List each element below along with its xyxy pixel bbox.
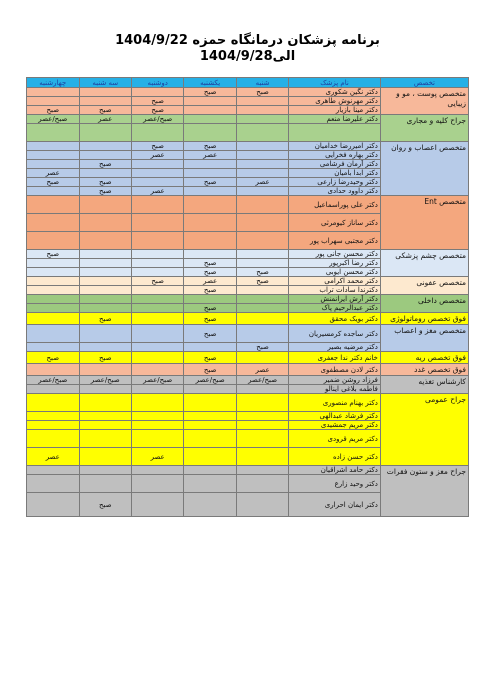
shift-cell-monday: [131, 394, 183, 412]
shift-cell-wednesday: صبح: [27, 178, 80, 187]
shift-cell-sunday: [184, 493, 236, 517]
shift-cell-wednesday: [27, 343, 80, 352]
doctor-name-cell: دکتر مریم قرودی: [289, 430, 381, 448]
shift-cell-monday: [131, 88, 183, 97]
shift-cell-monday: [131, 232, 183, 250]
shift-cell-saturday: [236, 142, 288, 151]
doctor-name-cell: دکتر وحیدرضا زارعی: [289, 178, 381, 187]
shift-cell-saturday: [236, 151, 288, 160]
shift-cell-monday: [131, 466, 183, 475]
shift-cell-monday: [131, 196, 183, 214]
doctor-name-cell: دکتر مینا بازیار: [289, 106, 381, 115]
doctor-name-cell: [289, 124, 381, 142]
doctor-name-cell: دکتر آرمان فرشامی: [289, 160, 381, 169]
shift-cell-monday: [131, 313, 183, 325]
shift-cell-wednesday: عصر: [27, 448, 80, 466]
shift-cell-saturday: [236, 304, 288, 313]
shift-cell-saturday: [236, 430, 288, 448]
shift-cell-tuesday: [79, 343, 131, 352]
page-subtitle: الی1404/9/28: [199, 49, 296, 64]
shift-cell-sunday: [184, 430, 236, 448]
shift-cell-saturday: [236, 214, 288, 232]
shift-cell-wednesday: [27, 466, 80, 475]
shift-cell-saturday: [236, 421, 288, 430]
shift-cell-monday: [131, 364, 183, 376]
shift-cell-wednesday: [27, 313, 80, 325]
shift-cell-monday: [131, 124, 183, 142]
shift-cell-tuesday: [79, 268, 131, 277]
shift-cell-saturday: [236, 325, 288, 343]
shift-cell-wednesday: [27, 493, 80, 517]
shift-cell-wednesday: [27, 364, 80, 376]
shift-cell-sunday: [184, 196, 236, 214]
shift-cell-monday: صبح/عصر: [131, 376, 183, 385]
shift-cell-saturday: صبح: [236, 88, 288, 97]
doctor-name-cell: فاطمه بلاغی اینالو: [289, 385, 381, 394]
shift-cell-wednesday: [27, 124, 80, 142]
doctor-name-cell: دکتر حامد اشراقیان: [289, 466, 381, 475]
shift-cell-monday: [131, 169, 183, 178]
shift-cell-monday: [131, 295, 183, 304]
shift-cell-sunday: [184, 385, 236, 394]
specialty-cell: متخصص عفونی: [380, 277, 468, 295]
doctor-name-cell: دکتر محمد اکرامی: [289, 277, 381, 286]
header-specialty: تخصص: [380, 78, 468, 88]
specialty-cell: جراح مغز و ستون فقرات: [380, 466, 468, 517]
shift-cell-saturday: [236, 466, 288, 475]
shift-cell-tuesday: صبح: [79, 352, 131, 364]
shift-cell-tuesday: [79, 448, 131, 466]
shift-cell-tuesday: [79, 214, 131, 232]
shift-cell-saturday: عصر: [236, 178, 288, 187]
shift-cell-sunday: [184, 343, 236, 352]
doctor-name-cell: خانم دکتر ندا جعفری: [289, 352, 381, 364]
shift-cell-wednesday: [27, 142, 80, 151]
shift-cell-monday: [131, 343, 183, 352]
shift-cell-tuesday: [79, 196, 131, 214]
shift-cell-wednesday: [27, 295, 80, 304]
shift-cell-saturday: [236, 352, 288, 364]
shift-cell-wednesday: [27, 268, 80, 277]
shift-cell-sunday: [184, 97, 236, 106]
shift-cell-monday: صبح: [131, 97, 183, 106]
header-sunday: یکشنبه: [184, 78, 236, 88]
shift-cell-sunday: صبح: [184, 88, 236, 97]
shift-cell-sunday: صبح: [184, 313, 236, 325]
shift-cell-monday: صبح: [131, 106, 183, 115]
shift-cell-wednesday: [27, 88, 80, 97]
shift-cell-wednesday: [27, 259, 80, 268]
table-row: [27, 88, 469, 97]
doctor-name-cell: دکتر ساجده کرمسیریان: [289, 325, 381, 343]
shift-cell-sunday: صبح: [184, 325, 236, 343]
doctor-name-cell: دکتر بهاره فخرایی: [289, 151, 381, 160]
shift-cell-wednesday: صبح: [27, 250, 80, 259]
shift-cell-tuesday: [79, 169, 131, 178]
shift-cell-tuesday: [79, 277, 131, 286]
doctor-name-cell: دکتر بهنام منصوری: [289, 394, 381, 412]
doctor-name-cell: دکترندا سادات تراب: [289, 286, 381, 295]
shift-cell-tuesday: [79, 259, 131, 268]
header-tuesday: سه شنبه: [79, 78, 131, 88]
specialty-cell: متخصص Ent: [380, 196, 468, 250]
doctor-name-cell: دکتر ایمان احراری: [289, 493, 381, 517]
shift-cell-tuesday: [79, 325, 131, 343]
shift-cell-sunday: [184, 295, 236, 304]
shift-cell-saturday: [236, 106, 288, 115]
shift-cell-saturday: [236, 124, 288, 142]
shift-cell-monday: [131, 178, 183, 187]
shift-cell-tuesday: صبح: [79, 178, 131, 187]
doctor-name-cell: دکتر حسن زاده: [289, 448, 381, 466]
shift-cell-wednesday: عصر: [27, 169, 80, 178]
shift-cell-wednesday: [27, 151, 80, 160]
shift-cell-saturday: عصر: [236, 364, 288, 376]
shift-cell-sunday: صبح: [184, 142, 236, 151]
shift-cell-tuesday: [79, 232, 131, 250]
shift-cell-monday: [131, 268, 183, 277]
shift-cell-tuesday: [79, 466, 131, 475]
specialty-cell: فوق تخصص روماتولوژی: [380, 313, 468, 325]
shift-cell-monday: صبح: [131, 142, 183, 151]
shift-cell-saturday: [236, 448, 288, 466]
shift-cell-tuesday: صبح/عصر: [79, 376, 131, 385]
shift-cell-saturday: [236, 115, 288, 124]
table-row: [27, 352, 469, 364]
shift-cell-sunday: [184, 421, 236, 430]
shift-cell-monday: عصر: [131, 187, 183, 196]
shift-cell-wednesday: [27, 160, 80, 169]
shift-cell-saturday: [236, 394, 288, 412]
shift-cell-saturday: [236, 97, 288, 106]
shift-cell-sunday: [184, 394, 236, 412]
shift-cell-sunday: [184, 250, 236, 259]
table-row: [27, 250, 469, 259]
doctor-name-cell: دکتر مجتبی سهراب پور: [289, 232, 381, 250]
table-row: [27, 466, 469, 475]
doctor-name-cell: دکتر مرضیه بصیر: [289, 343, 381, 352]
doctor-name-cell: دکتر وحید زارع: [289, 475, 381, 493]
shift-cell-monday: [131, 475, 183, 493]
table-row: [27, 394, 469, 412]
shift-cell-sunday: صبح: [184, 352, 236, 364]
specialty-cell: متخصص داخلی: [380, 295, 468, 313]
shift-cell-monday: [131, 412, 183, 421]
shift-cell-monday: [131, 430, 183, 448]
table-row: [27, 376, 469, 385]
shift-cell-saturday: [236, 187, 288, 196]
shift-cell-wednesday: [27, 196, 80, 214]
doctor-name-cell: فرزاد روشن ضمیر: [289, 376, 381, 385]
shift-cell-monday: عصر: [131, 151, 183, 160]
specialty-cell: متخصص پوست ، مو و زیبایی: [380, 88, 468, 115]
doctor-name-cell: دکتر آرش ایرانمنش: [289, 295, 381, 304]
shift-cell-sunday: [184, 160, 236, 169]
shift-cell-monday: [131, 214, 183, 232]
shift-cell-tuesday: صبح: [79, 493, 131, 517]
shift-cell-tuesday: [79, 88, 131, 97]
shift-cell-sunday: صبح: [184, 364, 236, 376]
doctor-name-cell: دکتر بویک محقق: [289, 313, 381, 325]
shift-cell-tuesday: صبح: [79, 106, 131, 115]
shift-cell-saturday: صبح: [236, 268, 288, 277]
shift-cell-tuesday: [79, 97, 131, 106]
header-monday: دوشنبه: [131, 78, 183, 88]
table-row: [27, 277, 469, 286]
shift-cell-monday: [131, 493, 183, 517]
doctor-name-cell: دکتر داوود حدادی: [289, 187, 381, 196]
shift-cell-wednesday: [27, 304, 80, 313]
shift-cell-sunday: [184, 448, 236, 466]
shift-cell-sunday: [184, 115, 236, 124]
shift-cell-monday: عصر: [131, 448, 183, 466]
shift-cell-saturday: صبح: [236, 277, 288, 286]
shift-cell-sunday: [184, 475, 236, 493]
shift-cell-sunday: صبح: [184, 304, 236, 313]
shift-cell-wednesday: [27, 412, 80, 421]
doctor-name-cell: دکتر مریم جمشیدی: [289, 421, 381, 430]
shift-cell-tuesday: [79, 430, 131, 448]
shift-cell-sunday: عصر: [184, 277, 236, 286]
shift-cell-saturday: [236, 385, 288, 394]
shift-cell-tuesday: [79, 385, 131, 394]
shift-cell-monday: [131, 352, 183, 364]
shift-cell-sunday: صبح: [184, 268, 236, 277]
shift-cell-sunday: [184, 232, 236, 250]
doctor-name-cell: دکتر محسن جانی پور: [289, 250, 381, 259]
shift-cell-tuesday: [79, 394, 131, 412]
shift-cell-tuesday: [79, 250, 131, 259]
shift-cell-sunday: [184, 106, 236, 115]
shift-cell-monday: [131, 259, 183, 268]
shift-cell-monday: [131, 286, 183, 295]
shift-cell-sunday: [184, 187, 236, 196]
shift-cell-wednesday: [27, 394, 80, 412]
table-row: [27, 313, 469, 325]
shift-cell-sunday: [184, 124, 236, 142]
shift-cell-tuesday: [79, 421, 131, 430]
shift-cell-monday: صبح/عصر: [131, 115, 183, 124]
shift-cell-wednesday: [27, 277, 80, 286]
schedule-table: [26, 77, 469, 517]
specialty-cell: جراح کلیه و مجاری: [380, 115, 468, 142]
specialty-cell: متخصص اعصاب و روان: [380, 142, 468, 196]
shift-cell-saturday: [236, 313, 288, 325]
shift-cell-wednesday: صبح: [27, 352, 80, 364]
shift-cell-monday: [131, 160, 183, 169]
shift-cell-saturday: صبح: [236, 343, 288, 352]
shift-cell-wednesday: [27, 187, 80, 196]
header-row: [27, 78, 469, 88]
shift-cell-wednesday: صبح/عصر: [27, 376, 80, 385]
shift-cell-sunday: صبح: [184, 286, 236, 295]
shift-cell-wednesday: صبح/عصر: [27, 115, 80, 124]
header-wednesday: چهارشنبه: [27, 78, 80, 88]
shift-cell-wednesday: [27, 475, 80, 493]
shift-cell-monday: صبح: [131, 277, 183, 286]
shift-cell-tuesday: [79, 286, 131, 295]
shift-cell-tuesday: صبح: [79, 313, 131, 325]
shift-cell-tuesday: [79, 142, 131, 151]
shift-cell-wednesday: [27, 97, 80, 106]
shift-cell-saturday: [236, 286, 288, 295]
shift-cell-saturday: [236, 493, 288, 517]
shift-cell-saturday: [236, 160, 288, 169]
page-title: برنامه پزشکان درمانگاه حمزه 1404/9/22: [115, 33, 380, 48]
table-row: [27, 364, 469, 376]
doctor-name-cell: دکتر فرشاد عبدالهی: [289, 412, 381, 421]
doctor-name-cell: دکتر امیررضا خدامیان: [289, 142, 381, 151]
schedule-body: [27, 88, 469, 517]
doctor-name-cell: دکتر نگین شکوری: [289, 88, 381, 97]
shift-cell-tuesday: [79, 304, 131, 313]
shift-cell-tuesday: صبح: [79, 160, 131, 169]
shift-cell-wednesday: [27, 232, 80, 250]
shift-cell-wednesday: [27, 325, 80, 343]
table-row: [27, 196, 469, 214]
shift-cell-monday: [131, 325, 183, 343]
shift-cell-wednesday: [27, 286, 80, 295]
shift-cell-sunday: [184, 169, 236, 178]
shift-cell-wednesday: [27, 430, 80, 448]
doctor-name-cell: دکتر محسن ایوبی: [289, 268, 381, 277]
doctor-name-cell: دکتر ابدا بامیان: [289, 169, 381, 178]
shift-cell-saturday: [236, 259, 288, 268]
shift-cell-sunday: صبح/عصر: [184, 376, 236, 385]
shift-cell-sunday: [184, 412, 236, 421]
shift-cell-sunday: عصر: [184, 151, 236, 160]
header-saturday: شنبه: [236, 78, 288, 88]
doctor-name-cell: دکتر مهرنوش طاهری: [289, 97, 381, 106]
shift-cell-monday: [131, 304, 183, 313]
shift-cell-tuesday: عصر: [79, 115, 131, 124]
shift-cell-saturday: [236, 475, 288, 493]
shift-cell-tuesday: صبح: [79, 187, 131, 196]
shift-cell-tuesday: [79, 124, 131, 142]
shift-cell-tuesday: [79, 151, 131, 160]
shift-cell-sunday: صبح: [184, 178, 236, 187]
table-row: [27, 325, 469, 343]
header-doctor-name: نام پزشک: [289, 78, 381, 88]
shift-cell-saturday: [236, 232, 288, 250]
specialty-cell: کارشناس تغذیه: [380, 376, 468, 394]
shift-cell-saturday: [236, 196, 288, 214]
shift-cell-saturday: [236, 250, 288, 259]
shift-cell-tuesday: [79, 475, 131, 493]
doctor-name-cell: دکتر عبدالرحیم پاک: [289, 304, 381, 313]
doctor-name-cell: دکتر لادن مصطفوی: [289, 364, 381, 376]
specialty-cell: متخصص چشم پزشکی: [380, 250, 468, 277]
specialty-cell: جراح عمومی: [380, 394, 468, 466]
shift-cell-tuesday: [79, 364, 131, 376]
shift-cell-sunday: [184, 466, 236, 475]
table-row: [27, 295, 469, 304]
shift-cell-sunday: صبح: [184, 259, 236, 268]
shift-cell-saturday: [236, 169, 288, 178]
shift-cell-wednesday: [27, 385, 80, 394]
specialty-cell: متخصص مغز و اعصاب: [380, 325, 468, 352]
doctor-name-cell: دکتر علی پوراسماعیل: [289, 196, 381, 214]
shift-cell-sunday: [184, 214, 236, 232]
shift-cell-monday: [131, 250, 183, 259]
doctor-name-cell: دکتر ساناز کیومرثی: [289, 214, 381, 232]
doctor-name-cell: دکتر علیرضا منعم: [289, 115, 381, 124]
shift-cell-wednesday: صبح: [27, 106, 80, 115]
shift-cell-monday: [131, 421, 183, 430]
specialty-cell: فوق تخصص ریه: [380, 352, 468, 364]
shift-cell-wednesday: [27, 214, 80, 232]
shift-cell-saturday: [236, 295, 288, 304]
shift-cell-saturday: صبح/عصر: [236, 376, 288, 385]
doctor-name-cell: دکتر رضا اکبرپور: [289, 259, 381, 268]
table-row: [27, 115, 469, 124]
shift-cell-wednesday: [27, 421, 80, 430]
shift-cell-monday: [131, 385, 183, 394]
shift-cell-tuesday: [79, 412, 131, 421]
shift-cell-tuesday: [79, 295, 131, 304]
shift-cell-saturday: [236, 412, 288, 421]
table-row: [27, 142, 469, 151]
specialty-cell: فوق تخصص غدد: [380, 364, 468, 376]
